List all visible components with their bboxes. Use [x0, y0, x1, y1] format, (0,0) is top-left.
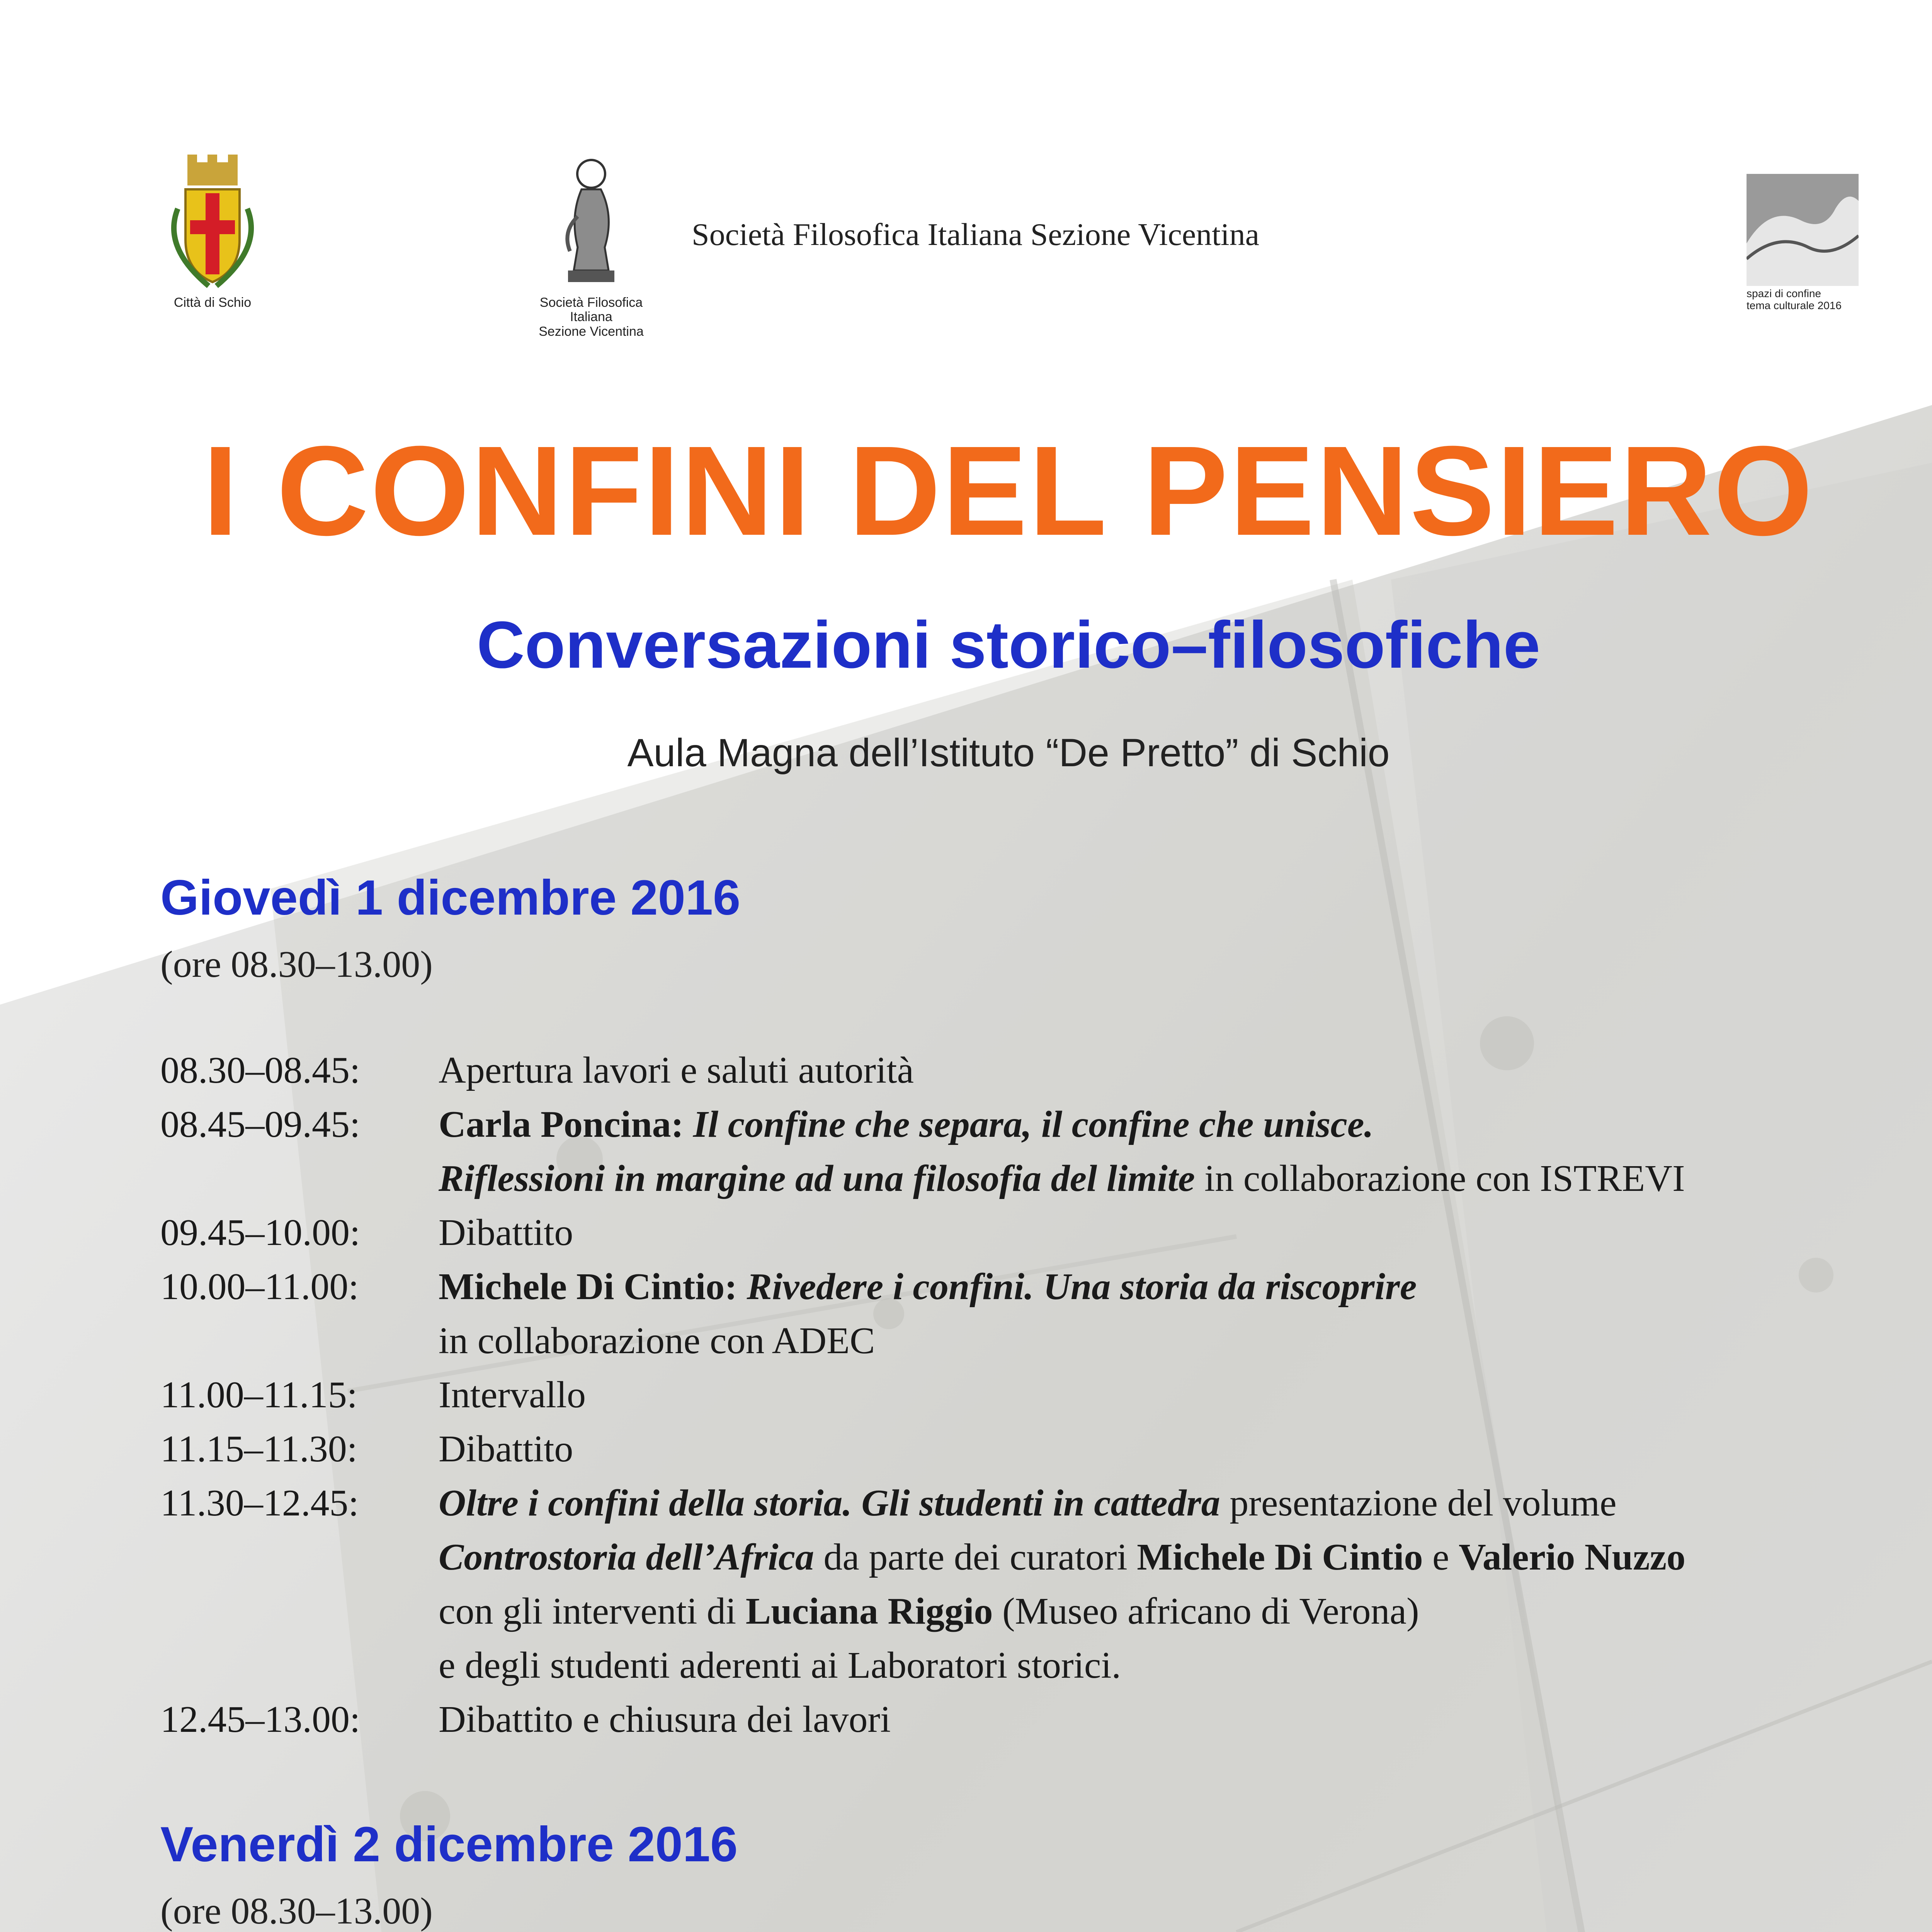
schedule-time: 11.15–11.30: [160, 1428, 357, 1470]
day2-title: Venerdì 2 dicembre 2016 [160, 1817, 738, 1872]
schedule-row [160, 1476, 1833, 1692]
day1-schedule [160, 1043, 1833, 1747]
schedule-row [160, 1043, 1833, 1097]
day2-hours: (ore 08.30–13.00) [160, 1890, 433, 1932]
schedule-time: 11.00–11.15: [160, 1374, 357, 1416]
text-fragment: presentazione del volume [1230, 1482, 1617, 1524]
text-fragment: e [1432, 1536, 1449, 1578]
schedule-text: Intervallo [439, 1374, 586, 1416]
wave-image-icon [1747, 174, 1859, 286]
day1-title: Giovedì 1 dicembre 2016 [160, 870, 741, 925]
talk-note: in collaborazione con ADEC [439, 1320, 875, 1362]
city-coat-of-arms-icon [155, 155, 270, 294]
schedule-time: 08.45–09.45: [160, 1104, 361, 1145]
schedule-text: Apertura lavori e saluti autorità [439, 1049, 914, 1091]
schedule-text: Dibattito e chiusura dei lavori [439, 1699, 891, 1740]
schedule-entry [439, 1476, 1833, 1692]
subtitle: Conversazioni storico–filosofiche [476, 608, 1541, 682]
curator-name: Valerio Nuzzo [1459, 1536, 1686, 1578]
text-fragment: e degli studenti aderenti ai Laboratori storici. [439, 1645, 1121, 1686]
spazi-di-confine-logo [1747, 174, 1859, 312]
schedule-time: 11.30–12.45: [160, 1482, 359, 1524]
schedule-row [160, 1422, 1833, 1476]
society-name: Società Filosofica Italiana Sezione Vicentina [692, 217, 1260, 252]
city-of-schio-logo [151, 155, 274, 310]
schedule-entry [439, 1260, 1833, 1368]
text-fragment: (Museo africano di Verona) [1002, 1590, 1419, 1632]
venue: Aula Magna dell’Istituto “De Pretto” di Schio [627, 731, 1390, 775]
text-fragment: con gli interventi di [439, 1590, 736, 1632]
talk-note: in collaborazione con ISTREVI [1204, 1158, 1685, 1199]
schedule-time: 10.00–11.00: [160, 1266, 359, 1308]
spazi-caption-1: spazi di confine [1747, 287, 1821, 299]
sfi-logo-caption-2: Sezione Vicentina [539, 324, 644, 339]
schedule-text: Dibattito [439, 1212, 573, 1253]
sfi-logo-caption-1: Società Filosofica Italiana [539, 295, 643, 325]
schedule-time: 08.30–08.45: [160, 1049, 361, 1091]
sfi-section-logo [533, 155, 649, 339]
curator-name: Michele Di Cintio [1137, 1536, 1423, 1578]
schedule-row [160, 1206, 1833, 1260]
speaker-name: Carla Poncina: [439, 1104, 684, 1145]
city-caption: Città di Schio [173, 295, 252, 310]
schedule-text: Dibattito [439, 1428, 573, 1470]
spazi-caption-2: tema culturale 2016 [1747, 299, 1842, 311]
talk-title: Rivedere i confini. Una storia da riscoprire [747, 1266, 1417, 1308]
speaker-name: Michele Di Cintio: [439, 1266, 737, 1308]
schedule-time: 12.45–13.00: [160, 1699, 361, 1740]
schedule-row [160, 1692, 1833, 1747]
day1-hours: (ore 08.30–13.00) [160, 944, 433, 985]
main-title: I CONFINI DEL PENSIERO [202, 419, 1815, 562]
artwork-credit [1828, 1905, 1855, 1932]
talk-title-line2: Riflessioni in margine ad una filosofia del limite [439, 1158, 1195, 1199]
text-fragment: da parte dei curatori [823, 1536, 1128, 1578]
schedule-row [160, 1097, 1833, 1206]
schedule-row [160, 1368, 1833, 1422]
book-title: Controstoria dell’Africa [439, 1536, 814, 1578]
schedule-entry [439, 1097, 1833, 1206]
guest-name: Luciana Riggio [745, 1590, 993, 1632]
talk-title: Il confine che separa, il confine che unisce. [693, 1104, 1374, 1145]
schedule-time: 09.45–10.00: [160, 1212, 361, 1253]
schedule-row [160, 1260, 1833, 1368]
talk-title: Oltre i confini della storia. Gli studenti in cattedra [439, 1482, 1220, 1524]
statue-icon [547, 155, 636, 294]
